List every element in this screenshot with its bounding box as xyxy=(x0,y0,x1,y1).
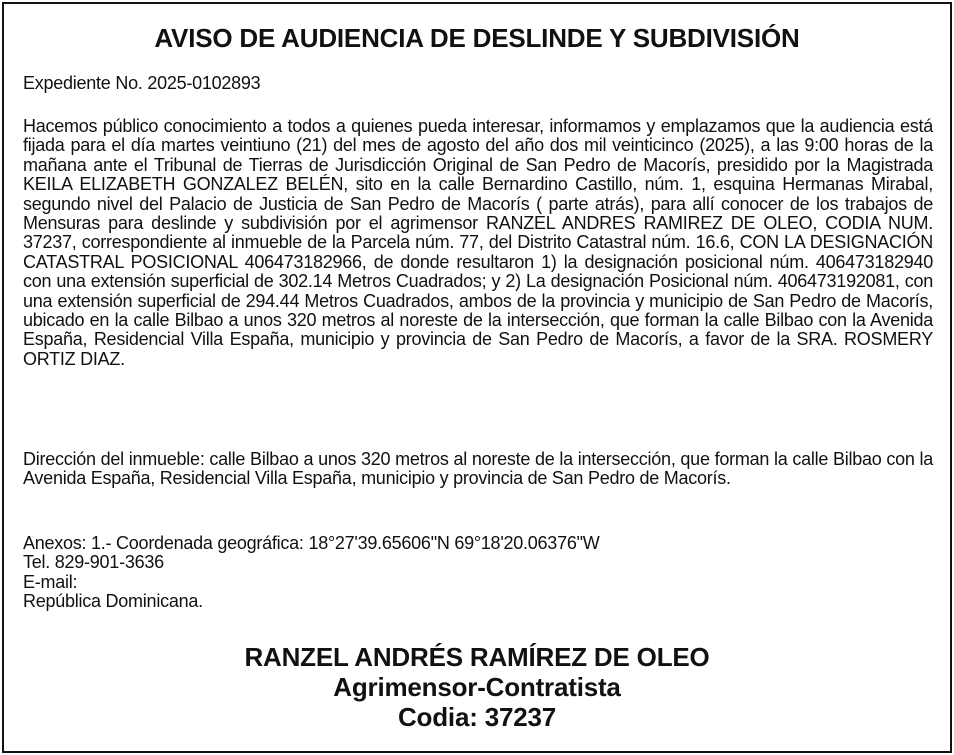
annex-coordinates: Anexos: 1.- Coordenada geográfica: 18°27'39.65606"N 69°18'20.06376"W xyxy=(23,533,600,553)
notice-body-paragraph: Hacemos público conocimiento a todos a quienes pueda interesar, informamos y emplazamos que la audiencia está fijada para el día martes veintiuno (21) del mes de agosto del año dos mil veinticinco (2025), a las 9:00 horas de la mañana ante el Tribunal de Tierras de Jurisdicción Original de San Pedro de Macorís, presidido por la Magistrada KEILA ELIZABETH GONZALEZ BELÉN, sito en la calle Bernardino Castillo, núm. 1, esquina Hermanas Mirabal, segundo nivel del Palacio de Justicia de San Pedro de Macorís ( parte atrás), para allí conocer de los trabajos de Mensuras para deslinde y subdivisión por el agrimensor RANZEL ANDRES RAMIREZ DE OLEO, CODIA NUM. 37237, correspondiente al inmueble de la Parcela núm. 77, del Distrito Catastral núm. 16.6, CON LA DESIGNACIÓN CATASTRAL POSICIONAL 406473182966, de donde resultaron 1) la designación posicional núm. 406473182940 con una extensión superficial de 302.14 Metros Cuadrados; y 2) La designación Posicional núm. 406473192081, con una extensión superficial de 294.44 Metros Cuadrados, ambos de la provincia y municipio de San Pedro de Macorís, ubicado en la calle Bilbao a unos 320 metros al noreste de la intersección, que forman la calle Bilbao con la Avenida España, Residencial Villa España, municipio y provincia de San Pedro de Macorís, a favor de la SRA. ROSMERY ORTIZ DIAZ. xyxy=(23,116,933,369)
notice-border xyxy=(2,2,952,753)
annex-block xyxy=(23,534,933,612)
signature-role: Agrimensor-Contratista xyxy=(333,672,621,702)
annex-phone: Tel. 829-901-3636 xyxy=(23,552,164,573)
property-address-paragraph: Dirección del inmueble: calle Bilbao a unos 320 metros al noreste de la intersección, que forman la calle Bilbao con la Avenida España, Residencial Villa España, municipio y provincia de San Pedro de Macorís. xyxy=(23,449,933,489)
signature-block xyxy=(4,642,950,732)
notice-title: AVISO DE AUDIENCIA DE DESLINDE Y SUBDIVISIÓN xyxy=(154,23,800,53)
signature-codia: Codia: 37237 xyxy=(397,702,556,732)
case-number: Expediente No. 2025-0102893 xyxy=(23,73,261,93)
signature-name: RANZEL ANDRÉS RAMÍREZ DE OLEO xyxy=(244,642,710,672)
annex-country: República Dominicana. xyxy=(23,591,203,612)
annex-email: E-mail: xyxy=(23,571,78,592)
